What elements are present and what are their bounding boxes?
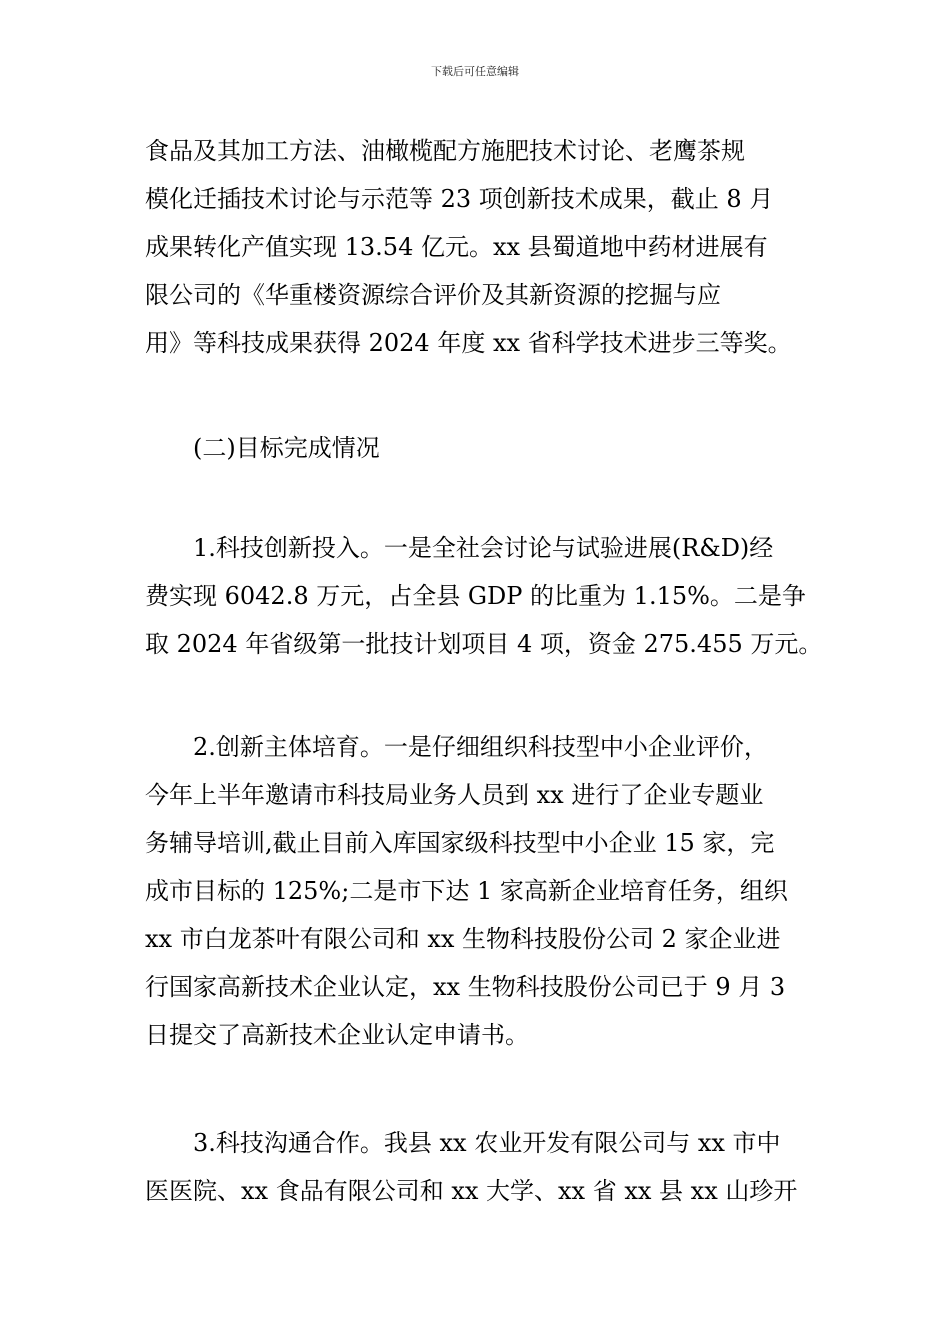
text-line: 用》等科技成果获得 2024 年度 xx 省科学技术进步三等奖。 — [145, 329, 792, 357]
text-line: 医医院、xx 食品有限公司和 xx 大学、xx 省 xx 县 xx 山珍开 — [145, 1177, 798, 1205]
page-header-note: 下载后可任意编辑 — [431, 65, 519, 78]
text-line: 食品及其加工方法、油橄榄配方施肥技术讨论、老鹰茶规 — [145, 137, 745, 165]
paragraph-continuation — [145, 127, 805, 367]
text-line: 限公司的《华重楼资源综合评价及其新资源的挖掘与应 — [145, 281, 721, 309]
section-heading-text: (二)目标完成情况 — [193, 434, 380, 462]
text-line: 模化迁插技术讨论与示范等 23 项创新技术成果，截止 8 月 — [145, 185, 774, 213]
text-line: xx 市白龙茶叶有限公司和 xx 生物科技股份公司 2 家企业进 — [145, 925, 781, 953]
text-line: 1.科技创新投入。一是全社会讨论与试验进展(R&D)经 — [193, 534, 774, 562]
text-line: 日提交了高新技术企业认定申请书。 — [145, 1021, 529, 1049]
text-line: 3.科技沟通合作。我县 xx 农业开发有限公司与 xx 市中 — [193, 1129, 781, 1157]
text-line: 2.创新主体培育。一是仔细组织科技型中小企业评价， — [193, 733, 768, 761]
text-line: 成市目标的 125%;二是市下达 1 家高新企业培育任务，组织 — [145, 877, 788, 905]
paragraph-innovation-subjects — [145, 723, 805, 1059]
text-line: 务辅导培训,截止目前入库国家级科技型中小企业 15 家，完 — [145, 829, 775, 857]
paragraph-tech-cooperation — [145, 1119, 805, 1215]
section-heading — [145, 424, 805, 472]
text-line: 今年上半年邀请市科技局业务人员到 xx 进行了企业专题业 — [145, 781, 764, 809]
text-line: 费实现 6042.8 万元，占全县 GDP 的比重为 1.15%。二是争 — [145, 582, 806, 610]
paragraph-tech-investment — [145, 524, 823, 668]
text-line: 行国家高新技术企业认定，xx 生物科技股份公司已于 9 月 3 — [145, 973, 786, 1001]
text-line: 成果转化产值实现 13.54 亿元。xx 县蜀道地中药材进展有 — [145, 233, 768, 261]
text-line: 取 2024 年省级第一批技计划项目 4 项，资金 275.455 万元。 — [145, 630, 823, 658]
